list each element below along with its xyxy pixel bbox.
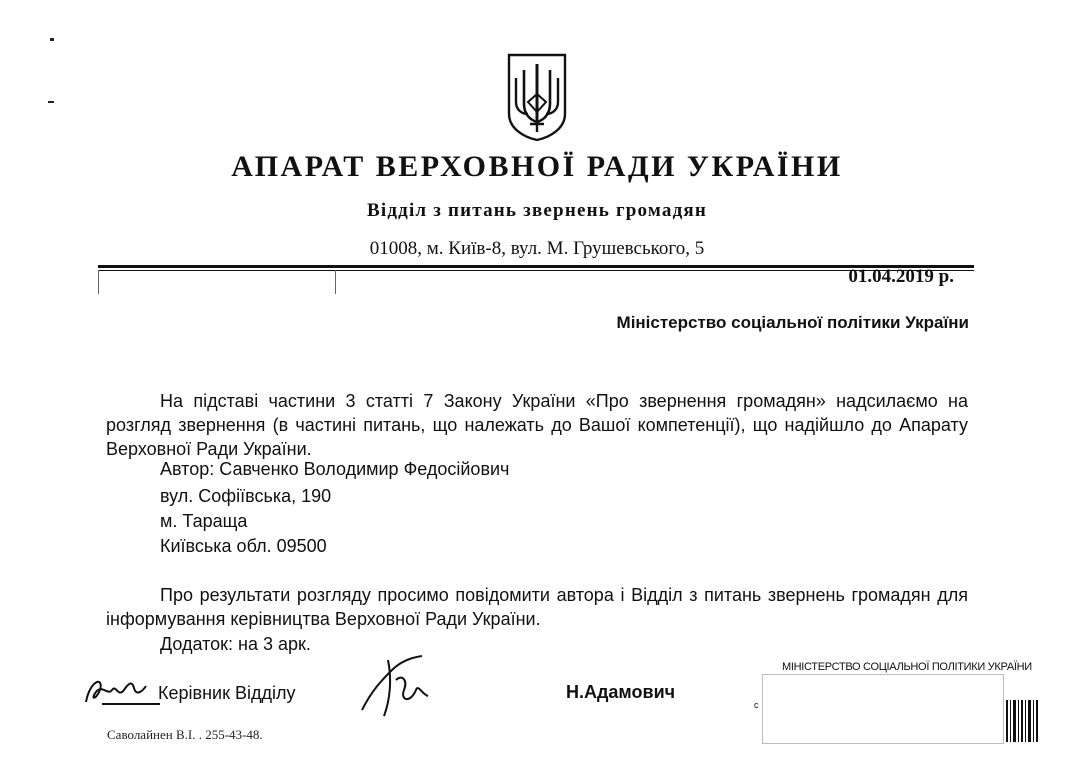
registration-stamp-title: МІНІСТЕРСТВО СОЦІАЛЬНОЇ ПОЛІТИКИ УКРАЇНИ [782,661,1032,673]
organization-title: АПАРАТ ВЕРХОВНОЇ РАДИ УКРАЇНИ [231,150,843,183]
recipient: Міністерство соціальної політики України [616,313,969,332]
signatory-name: Н.Адамович [566,682,676,702]
author-line: м. Тараща [160,511,248,531]
executor-contact: Саволайнен В.І. . 255-43-48. [107,727,263,742]
organization-address: 01008, м. Київ-8, вул. М. Грушевського, 5 [369,238,705,259]
coat-of-arms-icon [506,52,568,142]
signatory-position: Керівник Відділу [158,683,296,703]
department-name: Відділ з питань звернень громадян [366,200,708,221]
header-divider-thin [98,270,974,271]
author-line: вул. Софіївська, 190 [160,486,332,506]
form-field-tick [98,270,99,294]
scan-speck [50,38,54,41]
author-line: Київська обл. 09500 [160,536,327,556]
document-date: 01.04.2019 р. [848,266,954,287]
registration-stamp-box [762,674,1004,744]
registration-stamp-fragment: с [754,700,759,710]
form-field-tick [335,270,336,294]
handwritten-signature [352,650,442,720]
body-paragraph-1: На підставі частини 3 статті 7 Закону України «Про звернення громадян» надсилаємо на розгляд звернення (в частині питань, що належать до Вашої компетенції), що надійшло до Апарату Верховної Ради України. [106,391,968,459]
author-line: Автор: Савченко Володимир Федосійович [160,459,510,479]
header-divider [98,265,974,268]
scan-speck [48,101,54,103]
barcode-icon [1006,700,1040,742]
attachment-note: Додаток: на 3 арк. [160,634,311,654]
handwritten-signature [82,670,162,710]
body-paragraph-2: Про результати розгляду просимо повідомити автора і Відділ з питань звернень громадян для інформування керівництва Верховної Ради України. [106,585,968,629]
